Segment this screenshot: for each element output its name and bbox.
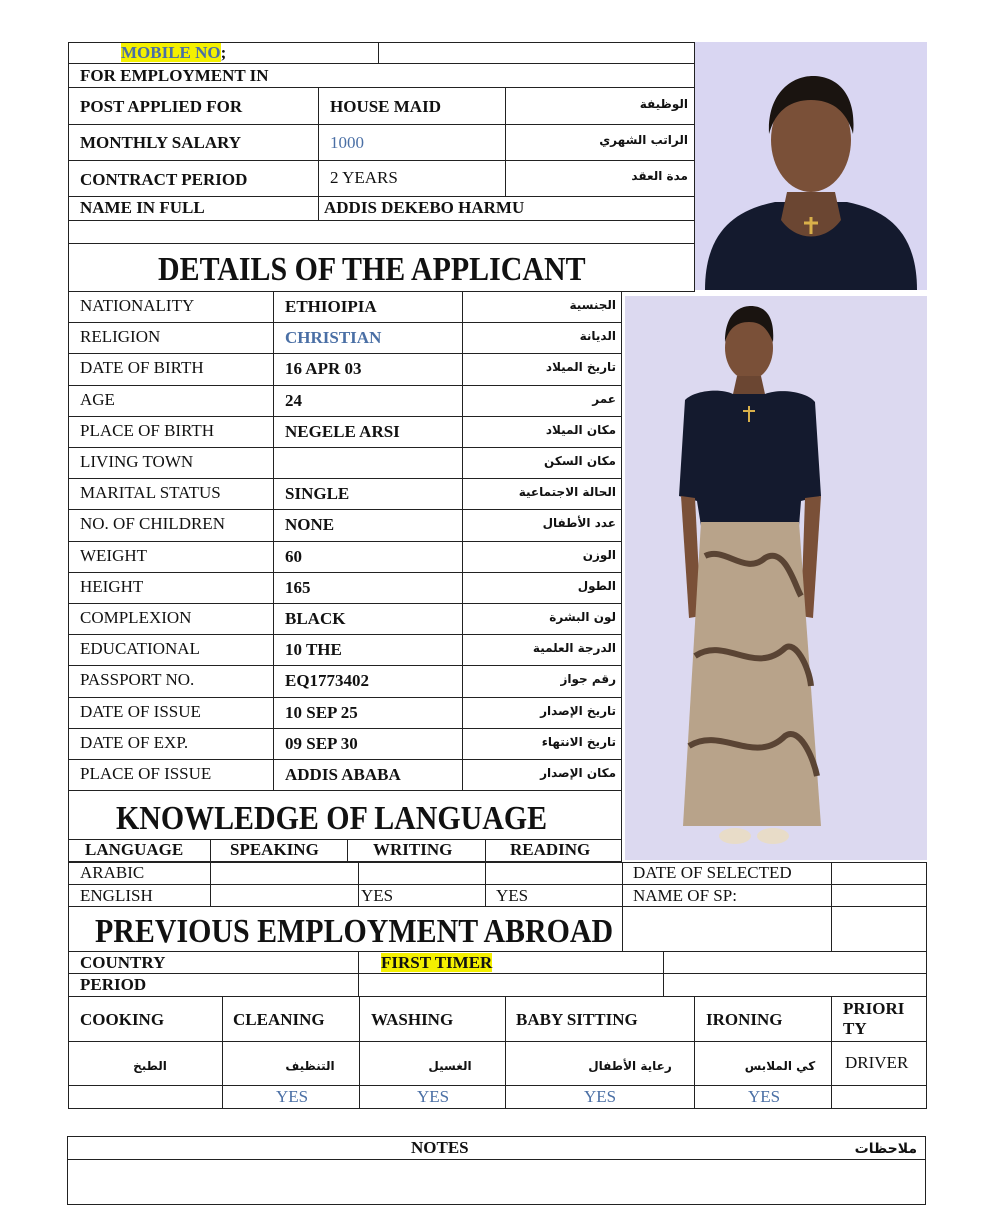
divider <box>462 541 463 573</box>
details-value: 60 <box>285 547 302 566</box>
details-value: EQ1773402 <box>285 671 370 690</box>
divider <box>694 996 695 1109</box>
details-value: CHRISTIAN <box>285 328 382 347</box>
period-row <box>68 973 927 997</box>
notes-arabic: ملاحظات <box>854 1141 917 1157</box>
details-arabic: تاريخ الإصدار <box>540 704 616 718</box>
country-row <box>68 951 927 974</box>
language-col-header: LANGUAGE <box>85 840 184 859</box>
baby-sitting-value: YES <box>584 1087 617 1106</box>
washing-arabic: الغسيل <box>428 1059 472 1073</box>
details-label: DATE OF EXP. <box>80 733 189 752</box>
baby-sitting-header: BABY SITTING <box>516 1010 638 1029</box>
details-title: DETAILS OF THE APPLICANT <box>158 251 586 288</box>
notes-header-row <box>67 1136 926 1160</box>
details-label: DATE OF BIRTH <box>80 358 204 377</box>
language-row-arabic <box>68 862 927 885</box>
details-row <box>68 385 622 417</box>
details-arabic: مكان الميلاد <box>545 423 616 437</box>
details-value: NEGELE ARSI <box>285 422 400 441</box>
details-arabic: عمر <box>592 392 616 406</box>
details-row <box>68 572 622 604</box>
divider <box>462 385 463 417</box>
details-label: COMPLEXION <box>80 608 192 627</box>
details-arabic: عدد الأطفال <box>542 516 616 530</box>
priority-header-line2: TY <box>843 1019 867 1038</box>
divider <box>273 416 274 448</box>
salary-label: MONTHLY SALARY <box>80 133 242 152</box>
details-value: 10 SEP 25 <box>285 703 358 722</box>
details-label: PLACE OF BIRTH <box>80 421 215 440</box>
washing-header: WASHING <box>371 1010 454 1029</box>
details-arabic: تاريخ الميلاد <box>545 360 616 374</box>
divider <box>462 416 463 448</box>
details-value: ADDIS ABABA <box>285 765 401 784</box>
divider <box>378 42 379 63</box>
person-full-body-icon <box>625 296 927 860</box>
country-label: COUNTRY <box>80 953 166 972</box>
details-value: BLACK <box>285 609 346 628</box>
period-label: PERIOD <box>80 975 147 994</box>
details-value: NONE <box>285 515 335 534</box>
divider <box>462 572 463 604</box>
contract-value: 2 YEARS <box>330 168 398 187</box>
skills-value-row <box>68 1085 927 1109</box>
divider <box>273 572 274 604</box>
divider <box>68 87 695 88</box>
divider <box>462 728 463 760</box>
name-value: ADDIS DEKEBO HARMU <box>324 198 525 217</box>
cleaning-header: CLEANING <box>233 1010 325 1029</box>
baby-sitting-arabic: رعاية الأطفال <box>588 1059 672 1073</box>
divider <box>462 353 463 386</box>
details-label: HEIGHT <box>80 577 144 596</box>
salary-value: 1000 <box>330 133 364 152</box>
post-label: POST APPLIED FOR <box>80 97 243 116</box>
divider <box>273 478 274 510</box>
divider <box>273 541 274 573</box>
details-label: NO. OF CHILDREN <box>80 514 225 533</box>
divider <box>273 665 274 698</box>
divider <box>505 996 506 1109</box>
notes-field[interactable] <box>67 1159 926 1205</box>
divider <box>462 322 463 354</box>
name-sp-label: NAME OF SP: <box>633 886 737 905</box>
details-arabic: تاريخ الانتهاء <box>541 735 616 749</box>
person-headshot-icon <box>695 42 927 290</box>
details-value: 165 <box>285 578 311 597</box>
details-arabic: الديانة <box>579 329 616 343</box>
divider <box>462 447 463 479</box>
language-title: KNOWLEDGE OF LANGUAGE <box>116 800 548 837</box>
details-label: WEIGHT <box>80 546 148 565</box>
reading-col-header: READING <box>510 840 591 859</box>
divider <box>273 353 274 386</box>
divider <box>68 63 695 64</box>
details-label: RELIGION <box>80 327 161 346</box>
divider <box>68 196 695 197</box>
divider <box>462 634 463 666</box>
divider <box>68 124 695 125</box>
language-arabic: ARABIC <box>80 863 145 882</box>
english-writing: YES <box>361 886 394 905</box>
details-label: AGE <box>80 390 115 409</box>
details-row <box>68 541 622 573</box>
divider <box>358 951 359 997</box>
divider <box>462 291 463 323</box>
divider <box>462 665 463 698</box>
priority-header-line1: PRIORI <box>843 999 905 1018</box>
divider <box>347 839 348 862</box>
divider <box>462 759 463 791</box>
ironing-value: YES <box>748 1087 781 1106</box>
divider <box>273 759 274 791</box>
divider <box>359 996 360 1109</box>
divider <box>222 996 223 1109</box>
divider <box>273 385 274 417</box>
cleaning-arabic: التنظيف <box>285 1059 335 1073</box>
divider <box>462 603 463 635</box>
mobile-label-group <box>121 43 226 63</box>
skills-header-row <box>68 996 927 1042</box>
divider <box>831 996 832 1109</box>
post-arabic: الوظيفة <box>639 97 688 111</box>
divider <box>462 697 463 729</box>
mobile-label: MOBILE NO <box>121 43 221 62</box>
details-label: DATE OF ISSUE <box>80 702 201 721</box>
ironing-arabic: كي الملابس <box>744 1059 816 1073</box>
divider <box>273 291 274 323</box>
salary-arabic: الراتب الشهري <box>599 133 688 147</box>
name-label: NAME IN FULL <box>80 198 205 217</box>
employment-label: FOR EMPLOYMENT IN <box>80 66 269 85</box>
language-english: ENGLISH <box>80 886 153 905</box>
post-value: HOUSE MAID <box>330 97 441 116</box>
divider <box>505 87 506 197</box>
details-arabic: الدرجة العلمية <box>532 641 616 655</box>
cooking-arabic: الطبخ <box>133 1059 167 1073</box>
details-label: PASSPORT NO. <box>80 670 195 689</box>
details-value: 10 THE <box>285 640 342 659</box>
date-selected-label: DATE OF SELECTED <box>633 863 792 882</box>
country-value: FIRST TIMER <box>381 953 493 972</box>
divider <box>462 478 463 510</box>
details-label: MARITAL STATUS <box>80 483 221 502</box>
mobile-suffix: ; <box>220 43 227 62</box>
divider <box>318 87 319 220</box>
details-arabic: الطول <box>577 579 616 593</box>
notes-label: NOTES <box>411 1138 469 1157</box>
divider <box>273 634 274 666</box>
divider <box>273 728 274 760</box>
divider <box>273 322 274 354</box>
details-arabic: لون البشرة <box>549 610 616 624</box>
divider <box>68 220 695 221</box>
cooking-header: COOKING <box>80 1010 165 1029</box>
ironing-header: IRONING <box>706 1010 783 1029</box>
divider <box>663 951 664 997</box>
details-label: NATIONALITY <box>80 296 195 315</box>
details-value: 16 APR 03 <box>285 359 362 378</box>
divider <box>273 603 274 635</box>
divider <box>273 697 274 729</box>
divider <box>273 447 274 479</box>
details-arabic: الجنسية <box>569 298 616 312</box>
cleaning-value: YES <box>276 1087 309 1106</box>
writing-col-header: WRITING <box>373 840 453 859</box>
details-label: EDUCATIONAL <box>80 639 200 658</box>
english-reading: YES <box>496 886 529 905</box>
details-label: PLACE OF ISSUE <box>80 764 212 783</box>
details-label: LIVING TOWN <box>80 452 194 471</box>
washing-value: YES <box>417 1087 450 1106</box>
headshot-photo <box>695 42 927 290</box>
details-arabic: مكان الإصدار <box>540 766 616 780</box>
details-arabic: الوزن <box>582 548 616 562</box>
divider <box>273 509 274 542</box>
details-arabic: الحالة الاجتماعية <box>518 485 616 499</box>
details-value: 09 SEP 30 <box>285 734 358 753</box>
speaking-col-header: SPEAKING <box>230 840 319 859</box>
details-value: SINGLE <box>285 484 350 503</box>
contract-label: CONTRACT PERIOD <box>80 170 248 189</box>
details-arabic: رقم جواز <box>560 672 616 686</box>
details-arabic: مكان السكن <box>544 454 616 468</box>
details-value: 24 <box>285 391 302 410</box>
divider <box>68 160 695 161</box>
divider <box>462 509 463 542</box>
full-body-photo <box>625 296 927 860</box>
details-value: ETHIOIPIA <box>285 297 377 316</box>
previous-title: PREVIOUS EMPLOYMENT ABROAD <box>95 913 614 950</box>
driver-label: DRIVER <box>845 1053 909 1072</box>
contract-arabic: مدة العقد <box>631 169 688 183</box>
